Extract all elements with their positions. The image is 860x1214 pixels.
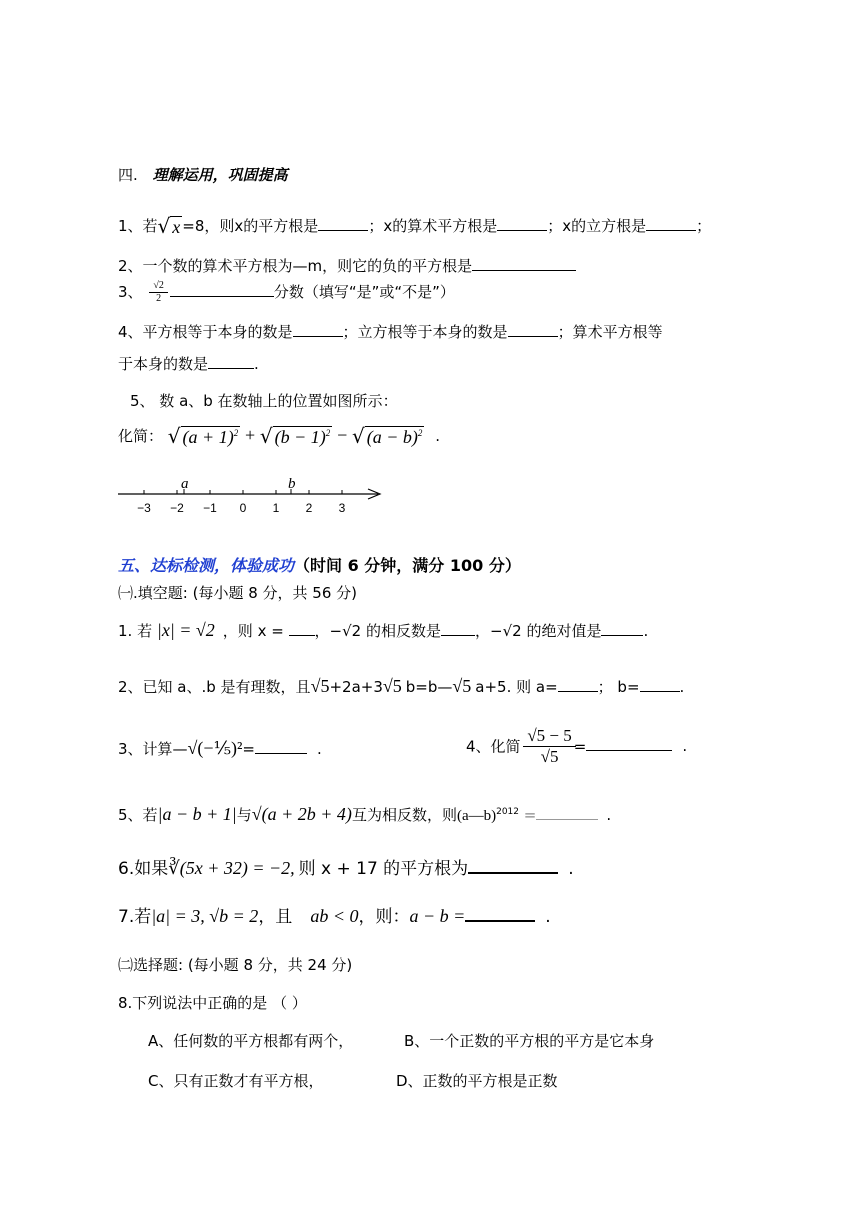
question-3	[118, 738, 322, 760]
q4-4-d: 于本身的数是	[118, 355, 209, 373]
minus-sign: −	[337, 424, 348, 445]
sqrt5-1: √5	[310, 676, 330, 696]
q8-text: 8.下列说法中正确的是 （ ）	[118, 994, 307, 1012]
option-b-label: B、一个正数的平方根的平方是它本身	[404, 1032, 655, 1050]
sqrt5-2: √5	[382, 676, 402, 696]
q4-1-end: ；	[696, 216, 712, 235]
section-4-heading	[118, 166, 288, 184]
cube-root-equation: ∛(5x + 32) = −2,	[168, 858, 295, 878]
q4-4-c: ；算术平方根等	[557, 323, 663, 341]
option-a[interactable]	[148, 1032, 353, 1050]
q3-end: .	[317, 740, 322, 758]
q3-prefix: 3、计算—	[118, 740, 188, 758]
option-b[interactable]	[404, 1032, 654, 1050]
q4-end: .	[682, 737, 688, 756]
a-minus-b: a − b =	[409, 906, 466, 926]
tick-label: −1	[203, 501, 217, 515]
answer-blank-q4[interactable]	[586, 736, 672, 751]
q4-1-mid: =8，则	[182, 216, 235, 235]
abs-a-minus-b-plus-1: |a − b + 1|	[157, 804, 237, 824]
fraction-sqrt5-minus-5-over-sqrt5: $\frac{√5 - 5}{√5}$	[525, 726, 573, 768]
tick-label: −3	[137, 501, 151, 515]
part-1-heading	[118, 584, 357, 602]
tick-label: 1	[272, 501, 280, 515]
q4-4-b: ；立方根等于本身的数是	[342, 323, 508, 341]
q4-1-prefix: 1、若	[118, 216, 158, 235]
tick-label: 0	[239, 501, 247, 515]
q4-prefix: 4、化简	[466, 737, 521, 756]
q4-1-b: ；x的算术平方根是	[368, 216, 498, 235]
simplify-end: .	[435, 426, 440, 445]
q7-prefix: 7.若	[118, 907, 152, 927]
q4-3-post: 分数（填写“是”或“不是”）	[273, 283, 455, 301]
answer-blank-q5[interactable]	[536, 805, 598, 820]
q2-t1: +2a+3	[329, 678, 383, 696]
answer-blank-arith-root[interactable]	[497, 216, 547, 231]
q1-end: .	[643, 622, 649, 640]
sqrt-x: √ x	[157, 214, 181, 238]
plus-sign: +	[244, 424, 256, 445]
answer-blank-cube-root[interactable]	[646, 216, 696, 231]
answer-blank-abs[interactable]	[601, 621, 643, 636]
option-d[interactable]	[396, 1072, 558, 1090]
section-5-note: （时间 6 分钟，满分 100 分）	[294, 556, 521, 575]
q4-4-end: .	[254, 355, 259, 373]
question-2	[118, 676, 684, 698]
q3-equals: =	[242, 740, 255, 758]
sqrt-a-plus-2b-plus-4: √(a + 2b + 4)	[251, 804, 352, 824]
question-1	[118, 620, 648, 642]
q5-mid: 与	[236, 806, 252, 824]
section-5-title: 五、达标检测，体验成功	[118, 556, 295, 575]
q6-mid: 则 x + 17 的平方根为	[298, 859, 469, 879]
exponent-2012: 2012	[496, 807, 520, 817]
answer-blank-cube-self[interactable]	[508, 322, 558, 337]
tick-label: −2	[170, 501, 184, 515]
q4-1-c: ；x的立方根是	[547, 216, 647, 235]
q1-b: ，−√2 的相反数是	[314, 622, 441, 640]
q7-end: .	[545, 907, 551, 927]
tick-label: 2	[305, 501, 313, 515]
question-8	[118, 994, 307, 1012]
label-a: a	[181, 476, 189, 492]
question-6	[118, 858, 574, 880]
q4-3-prefix: 3、	[118, 283, 143, 301]
answer-blank-q3[interactable]	[255, 739, 307, 754]
q7-mid: ，且	[258, 907, 293, 927]
q4-5-text: 5、 数 a、b 在数轴上的位置如图所示：	[130, 392, 398, 410]
answer-blank-opposite[interactable]	[441, 621, 475, 636]
q2-t4: ； b=	[597, 678, 640, 696]
part-2-heading	[118, 956, 352, 974]
question-4-3	[118, 280, 455, 305]
sqrt-a-minus-b-squared: √ $(a - b)^2$	[352, 424, 423, 448]
answer-blank-q4-3[interactable]	[170, 282, 274, 297]
q2-prefix: 2、已知 a、.b 是有理数，且	[118, 678, 311, 696]
q5-end: .	[606, 806, 612, 824]
question-4-4-line-2	[118, 354, 259, 373]
option-a-label: A、任何数的平方根都有两个，	[148, 1032, 354, 1050]
question-4-2	[118, 256, 576, 275]
q5-equals: =	[519, 806, 537, 824]
q4-equals: =	[573, 737, 587, 756]
sqrt-a-plus-1-squared: √ $(a + 1)^2$	[167, 424, 239, 448]
sqrt5-3: √5	[452, 676, 472, 696]
fraction-sqrt2-over-2: $\frac{√2}{2}$	[151, 280, 166, 305]
q4-1-a: x的平方根是	[234, 216, 319, 235]
part-2-text: ㈡选择题: (每小题 8 分，共 24 分)	[118, 956, 353, 974]
option-d-label: D、正数的平方根是正数	[396, 1072, 558, 1090]
question-4	[466, 726, 687, 768]
q5-post: 互为相反数，则	[351, 806, 457, 824]
q5-prefix: 5、若	[118, 806, 158, 824]
answer-blank-b[interactable]	[640, 677, 680, 692]
question-4-4-line-1	[118, 322, 663, 341]
simplify-label: 化简：	[118, 426, 164, 445]
sqrt-b-minus-1-squared: √ $(b - 1)^2$	[259, 424, 331, 448]
q2-t3: a+5. 则 a=	[475, 678, 558, 696]
answer-blank-square-root[interactable]	[318, 216, 368, 231]
question-5	[118, 804, 611, 826]
number-line	[118, 472, 388, 518]
answer-blank-q7[interactable]	[465, 906, 535, 922]
question-7	[118, 906, 551, 928]
q4-4-a: 4、平方根等于本身的数是	[118, 323, 293, 341]
a-minus-b-power: (a—b)	[456, 808, 497, 824]
answer-blank-q6[interactable]	[468, 858, 558, 874]
ab-less-than-zero: ab < 0	[310, 906, 359, 926]
section-4-title: 理解运用，巩固提高	[152, 166, 288, 184]
sqrt-neg-fifth-squared: √(−⅕)²	[187, 738, 243, 758]
q6-prefix: 6.如果	[118, 859, 169, 879]
abs-x-equals-sqrt2: |x| = √2	[156, 620, 215, 640]
q2-t2: b=b—	[405, 678, 453, 696]
q6-end: .	[568, 859, 574, 879]
q4-2-text: 2、一个数的算术平方根为—m，则它的负的平方根是	[118, 257, 473, 275]
answer-blank-a[interactable]	[558, 677, 598, 692]
option-c[interactable]	[148, 1072, 323, 1090]
label-b: b	[288, 476, 296, 492]
q2-end: .	[679, 678, 685, 696]
question-4-5	[130, 392, 398, 410]
q1-prefix: 1. 若	[118, 622, 153, 640]
tick-label: 3	[338, 501, 346, 515]
question-4-1	[118, 214, 711, 239]
answer-blank-q4-2[interactable]	[472, 256, 576, 271]
answer-blank-x[interactable]	[289, 621, 315, 636]
q1-a: ，则 x =	[222, 622, 289, 640]
simplify-expression	[118, 424, 440, 449]
q1-c: ，−√2 的绝对值是	[475, 622, 602, 640]
section-4-number: 四.	[118, 166, 138, 184]
q7-then: ，则：	[358, 907, 410, 927]
abs-a-and-sqrt-b: |a| = 3, √b = 2	[151, 906, 259, 926]
option-c-label: C、只有正数才有平方根，	[148, 1072, 324, 1090]
section-5-heading	[118, 556, 521, 575]
answer-blank-square-self[interactable]	[293, 322, 343, 337]
answer-blank-arith-self[interactable]	[208, 354, 254, 369]
part-1-text: ㈠.填空题: (每小题 8 分，共 56 分)	[118, 584, 357, 602]
